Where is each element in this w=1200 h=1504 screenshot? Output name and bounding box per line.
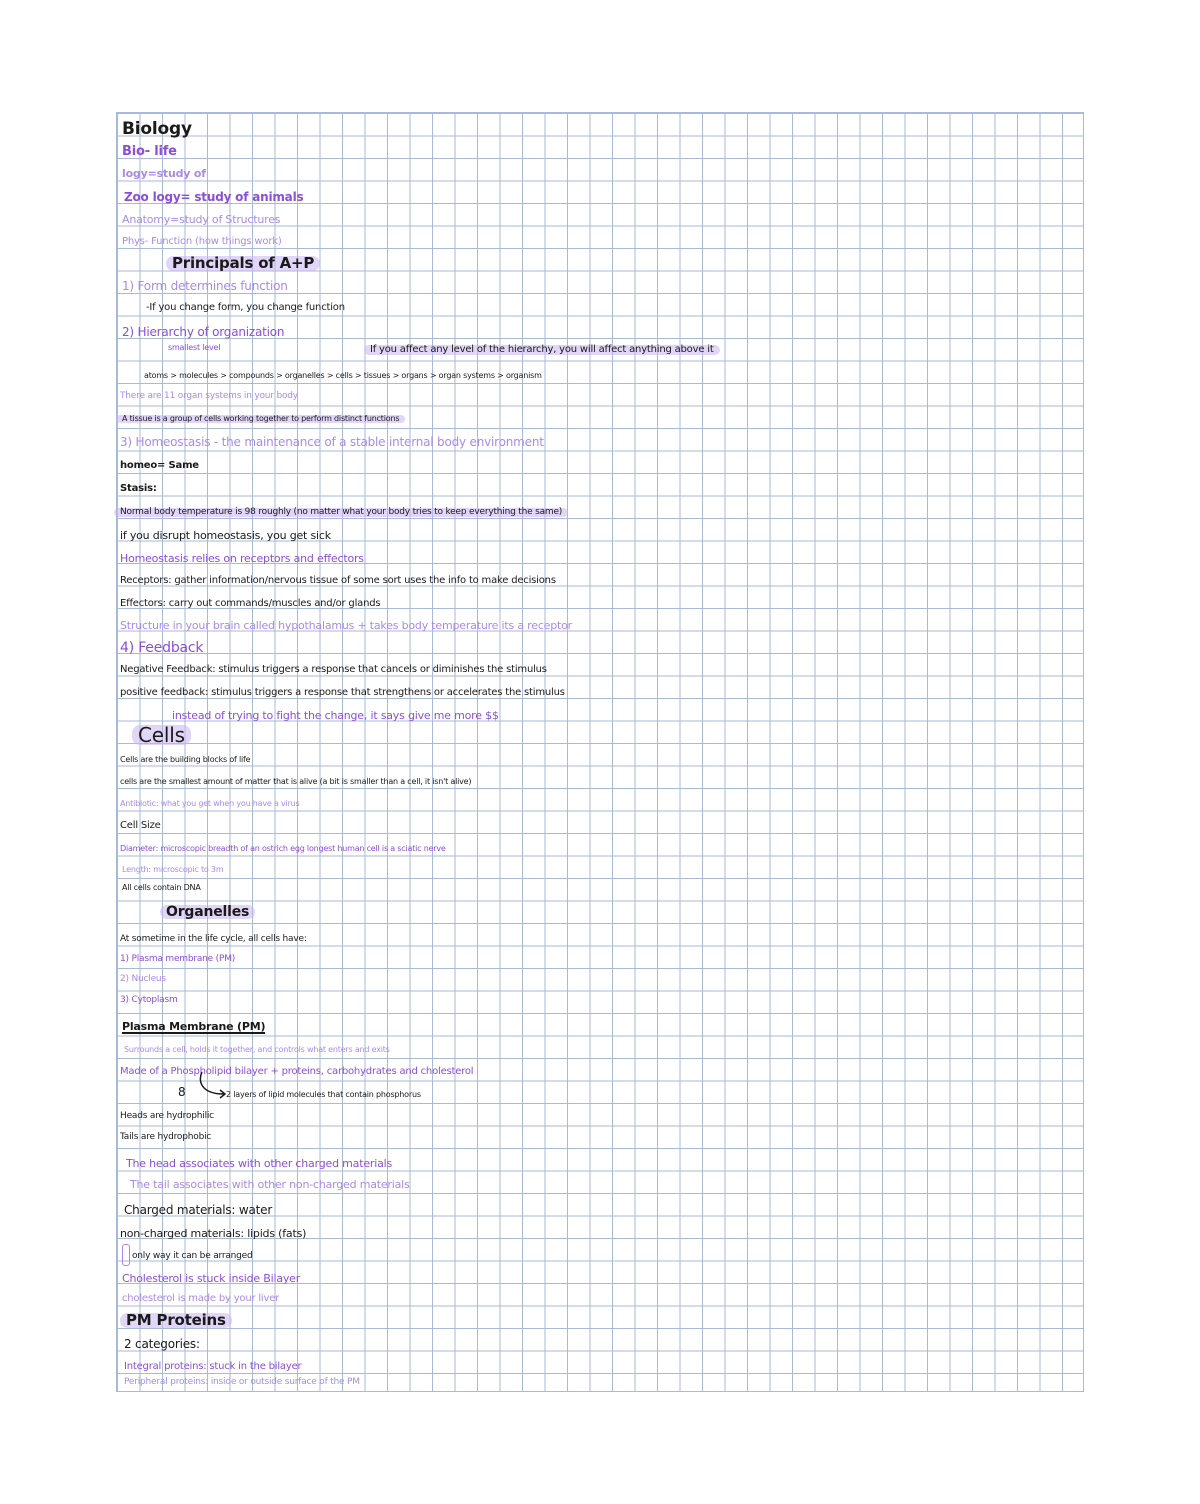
note-line: 2 layers of lipid molecules that contain phosphorus: [226, 1090, 421, 1099]
note-line: There are 11 organ systems in your body: [120, 391, 298, 401]
note-line: non-charged materials: lipids (fats): [120, 1227, 307, 1240]
note-heading-pm-proteins: PM Proteins: [120, 1313, 232, 1328]
note-line: 2) Hierarchy of organization: [122, 325, 285, 339]
note-line: Anatomy=study of Structures: [122, 213, 281, 226]
note-line: instead of trying to fight the change, it says give me more $$: [172, 709, 499, 722]
note-line: cells are the smallest amount of matter that is alive (a bit is smaller than a cell, it isn't alive): [120, 777, 472, 786]
note-annotation: smallest level: [168, 343, 221, 352]
note-line: 2) Nucleus: [120, 974, 166, 984]
note-title-biology: Biology: [122, 119, 192, 139]
note-line: Charged materials: water: [124, 1203, 273, 1217]
note-heading-feedback: 4) Feedback: [120, 640, 204, 656]
note-line: Cells are the building blocks of life: [120, 755, 251, 764]
note-line: if you disrupt homeostasis, you get sick: [120, 529, 331, 542]
note-line: Made of a Phospholipid bilayer + proteins, carbohydrates and cholesterol: [120, 1066, 474, 1077]
note-line: If you affect any level of the hierarchy, you will affect anything above it: [364, 345, 720, 355]
note-line: Zoo logy= study of animals: [124, 190, 304, 204]
note-line: homeo= Same: [120, 460, 199, 471]
note-line: Normal body temperature is 98 roughly (no matter what your body tries to keep everything the same): [114, 508, 568, 517]
note-line: A tissue is a group of cells working together to perform distinct functions: [116, 415, 405, 423]
note-line: Antibiotic: what you get when you have a virus: [120, 799, 300, 808]
note-heading-principals: Principals of A+P: [166, 256, 320, 271]
note-line: atoms > molecules > compounds > organelles > cells > tissues > organs > organ systems > organism: [144, 371, 542, 380]
note-line: At sometime in the life cycle, all cells have:: [120, 934, 307, 944]
note-line: Phys- Function (how things work): [122, 236, 282, 247]
note-line: 2 categories:: [124, 1337, 200, 1351]
note-line: Heads are hydrophilic: [120, 1111, 214, 1121]
note-line: 1) Form determines function: [122, 279, 288, 293]
note-heading-plasma-membrane: Plasma Membrane (PM): [122, 1020, 266, 1033]
note-line: logy=study of: [122, 167, 206, 180]
note-line: Structure in your brain called hypothalamus + takes body temperature its a receptor: [120, 619, 572, 632]
note-line: Integral proteins: stuck in the bilayer: [124, 1361, 302, 1372]
note-line: The head associates with other charged materials: [126, 1157, 392, 1170]
note-line: Surrounds a cell, holds it together, and controls what enters and exits: [124, 1045, 390, 1054]
note-line: Diameter: microscopic breadth of an ostrich egg longest human cell is a sciatic nerve: [120, 844, 446, 853]
note-line: 3) Homeostasis - the maintenance of a stable internal body environment: [120, 435, 544, 449]
note-line: 1) Plasma membrane (PM): [120, 954, 236, 964]
note-symbol: 8: [178, 1085, 186, 1099]
note-line: Cell Size: [120, 820, 161, 831]
note-line: Cholesterol is stuck inside Bilayer: [122, 1272, 301, 1285]
note-line: Stasis:: [120, 483, 157, 494]
stacked-molecules-icon: [122, 1244, 130, 1266]
note-line: All cells contain DNA: [122, 883, 201, 892]
note-line: The tail associates with other non-charged materials: [130, 1178, 410, 1191]
bracket-arrow-icon: [196, 1070, 230, 1102]
note-line: cholesterol is made by your liver: [122, 1293, 280, 1304]
note-line: Length: microscopic to 3m: [122, 865, 224, 874]
note-line: Negative Feedback: stimulus triggers a response that cancels or diminishes the stimulus: [120, 664, 547, 675]
note-line: Bio- life: [122, 144, 177, 159]
note-line: only way it can be arranged: [132, 1251, 253, 1261]
note-line: Receptors: gather information/nervous tissue of some sort uses the info to make decisions: [120, 575, 556, 586]
note-line: Effectors: carry out commands/muscles and/or glands: [120, 598, 381, 609]
note-line: Tails are hydrophobic: [120, 1132, 212, 1142]
note-line: Peripheral proteins: inside or outside surface of the PM: [124, 1377, 360, 1387]
note-line: positive feedback: stimulus triggers a response that strengthens or accelerates the stimulus: [120, 687, 565, 698]
note-line: -If you change form, you change function: [146, 302, 345, 313]
note-heading-organelles: Organelles: [160, 905, 255, 919]
note-line: Homeostasis relies on receptors and effectors: [120, 552, 364, 565]
note-line: 3) Cytoplasm: [120, 995, 178, 1005]
note-heading-cells: Cells: [132, 725, 191, 745]
